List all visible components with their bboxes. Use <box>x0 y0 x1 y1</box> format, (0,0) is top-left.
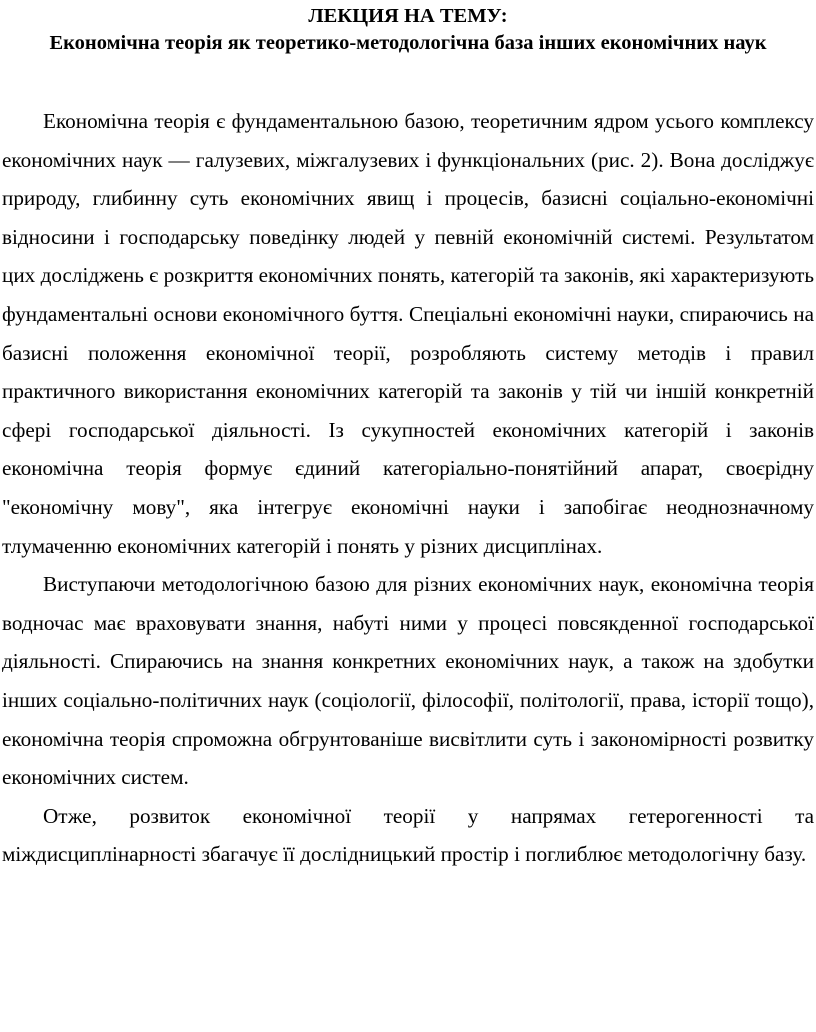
lecture-title: Економічна теорія як теоретико-методологічна база інших економічних наук <box>49 32 767 54</box>
lecture-label: ЛЕКЦИЯ НА ТЕМУ: <box>308 5 508 27</box>
paragraph-3: Отже, розвиток економічної теорії у напрямах гетерогенності та міждисциплінарності збагачує її дослідницький простір і поглиблює методологічну базу. <box>2 803 814 867</box>
paragraph-1: Економічна теорія є фундаментальною базою, теоретичним ядром усього комплексу економічних наук — галузевих, міжгалузевих і функціональних (рис. 2). Вона досліджує природу, глибинну суть економічних явищ і процесів, базисні соціально-економічні відносини і господарську поведінку людей у певній економічній системі. Результатом цих досліджень є розкриття економічних понять, категорій та законів, які характеризують фундаментальні основи економічного буття. Спеціальні економічні науки, спираючись на базисні положення економічної теорії, розробляють систему методів і правил практичного використання економічних категорій та законів у тій чи іншій конкретній сфері господарської діяльності. Із сукупностей економічних категорій і законів економічна теорія формує єдиний категоріально-понятійний апарат, своєрідну "економічну мову", яка інтегрує економічні науки і запобігає неоднозначному тлумаченню економічних категорій і понять у різних дисциплінах. <box>2 109 814 558</box>
paragraph-2: Виступаючи методологічною базою для різних економічних наук, економічна теорія водночас має враховувати знання, набуті ними у процесі повсякденної господарської діяльності. Спираючись на знання конкретних економічних наук, а також на здобутки інших соціально-політичних наук (соціології, філософії, політології, права, історії тощо), економічна теорія спроможна обгрунтованіше висвітлити суть і закономірності розвитку економічних систем. <box>2 572 814 790</box>
document-body <box>2 102 814 874</box>
